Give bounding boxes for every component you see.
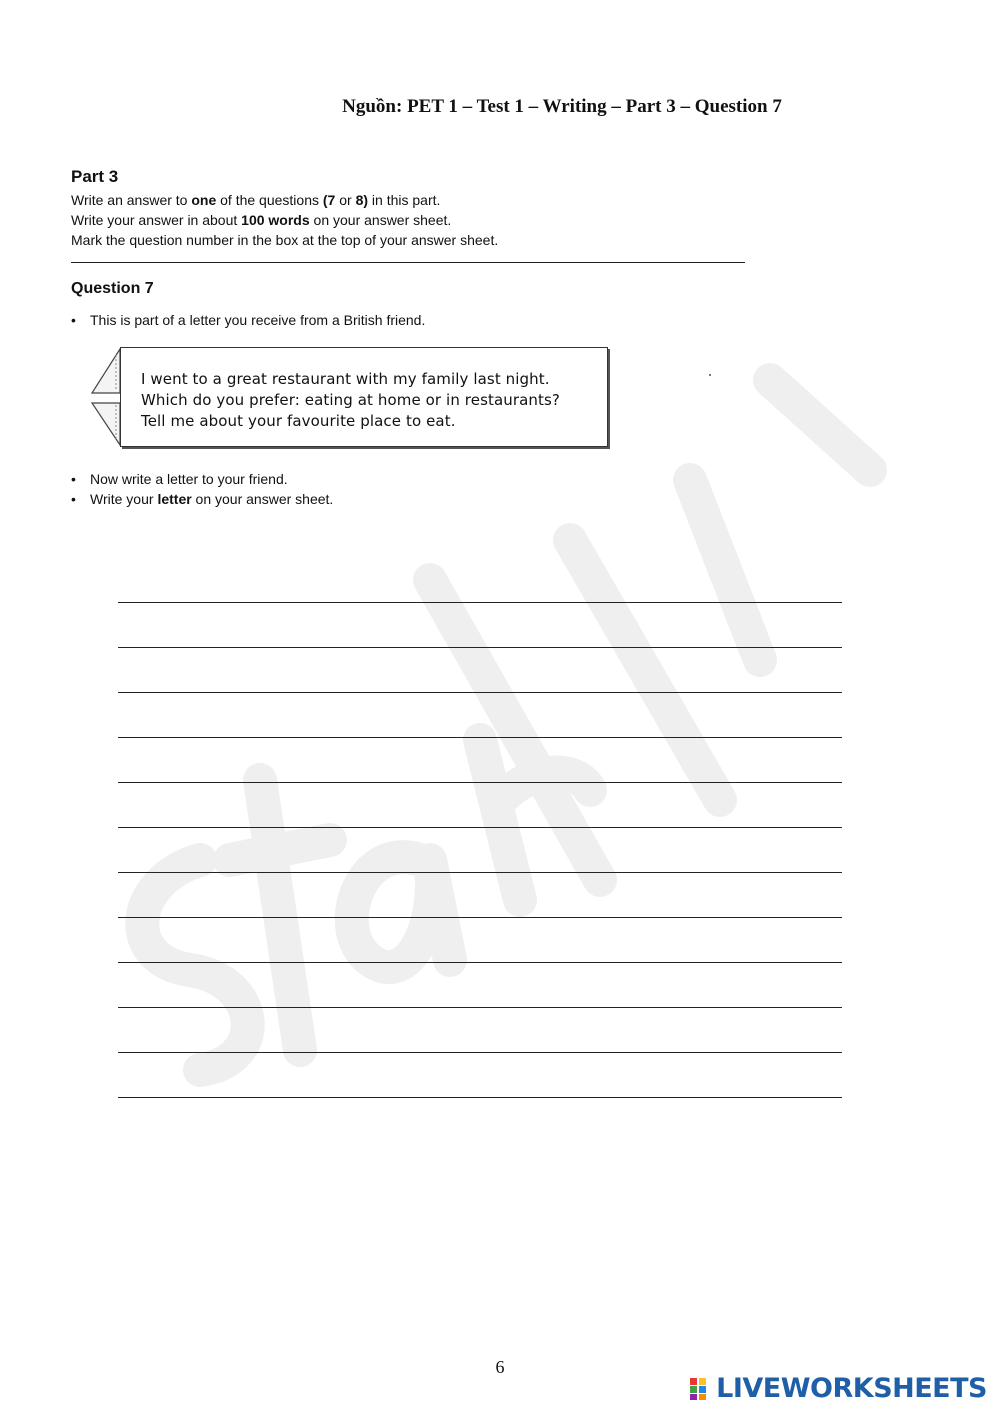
answer-line[interactable] — [118, 917, 842, 918]
answer-line[interactable] — [118, 737, 842, 738]
letter-excerpt-box — [120, 347, 608, 447]
answer-line[interactable] — [118, 782, 842, 783]
answer-line[interactable] — [118, 602, 842, 603]
answer-line[interactable] — [118, 872, 842, 873]
speck — [709, 374, 711, 376]
intro-bullet: • This is part of a letter you receive from a British friend. — [71, 312, 426, 328]
instruction-line-2: Write your answer in about 100 words on your answer sheet. — [71, 212, 452, 228]
task-bullet-1: • Now write a letter to your friend. — [71, 471, 288, 487]
letter-line-1: I went to a great restaurant with my family last night. — [141, 370, 550, 388]
bullet-icon: • — [71, 312, 76, 328]
letter-fold-icon — [90, 347, 122, 447]
answer-line[interactable] — [118, 1052, 842, 1053]
bullet-icon: • — [71, 471, 76, 487]
answer-line[interactable] — [118, 647, 842, 648]
answer-line[interactable] — [118, 1097, 842, 1098]
part-title: Part 3 — [71, 167, 119, 186]
answer-line[interactable] — [118, 827, 842, 828]
bullet-icon: • — [71, 491, 76, 507]
instruction-line-3: Mark the question number in the box at the top of your answer sheet. — [71, 232, 499, 248]
source-heading: Nguồn: PET 1 – Test 1 – Writing – Part 3 – Question 7 — [342, 96, 782, 117]
liveworksheets-logo-icon — [690, 1378, 716, 1400]
task-bullet-2: • Write your letter on your answer sheet. — [71, 491, 334, 507]
page-number: 6 — [495, 1357, 505, 1377]
question-title: Question 7 — [71, 280, 154, 297]
answer-line[interactable] — [118, 1007, 842, 1008]
brand-name: LIVEWORKSHEETS — [716, 1373, 987, 1404]
instruction-line-1: Write an answer to one of the questions (7 or 8) in this part. — [71, 192, 441, 208]
section-divider — [71, 262, 745, 263]
letter-line-2: Which do you prefer: eating at home or in restaurants? — [141, 391, 560, 409]
answer-line[interactable] — [118, 692, 842, 693]
letter-line-3: Tell me about your favourite place to eat. — [141, 412, 456, 430]
answer-line[interactable] — [118, 962, 842, 963]
